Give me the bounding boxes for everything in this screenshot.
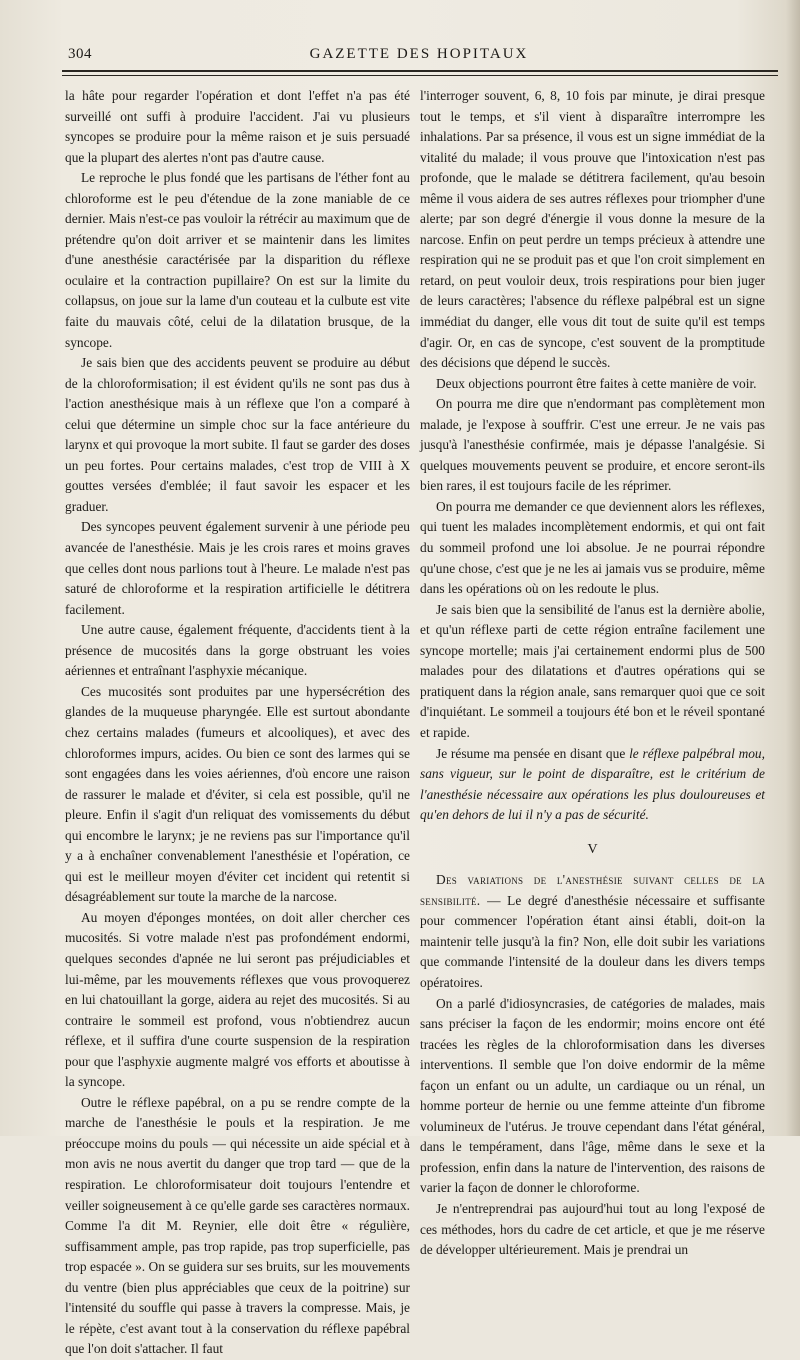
- paragraph: Je sais bien que des accidents peuvent se produire au début de la chloroformisation; il est évident qu'ils ne sont pas dus à l'action anesthésique mais à un réflexe que l'on a comparé à celui que détermine un simple choc sur la face antérieure du larynx et qui provoque la mort subite. Il faut se garder des doses un peu fortes. Pour certains malades, c'est trop de VIII à X gouttes versées d'emblée; il faut savoir les espacer et les graduer.: [65, 355, 410, 514]
- paragraph: la hâte pour regarder l'opération et dont l'effet n'a pas été surveillé ont suffi à produire l'accident. J'ai vu plusieurs syncopes se produire pour la même raison et je suis persuadé que la plupart des alertes n'ont pas d'autre cause.: [65, 88, 410, 165]
- running-header: [60, 44, 778, 64]
- summary-italic: le réflexe palpébral mou, sans vigueur, sur le point de disparaître, est le critérium de l'anesthésie nécessaire aux opérations les plus douloureuses et qu'en dehors de lui il n'y a pas de sécurité.: [420, 745, 765, 823]
- left-column: [65, 86, 410, 1360]
- paragraph: Outre le réflexe papébral, on a pu se rendre compte de la marche de l'anesthésie le pouls et la respiration. Je me préoccupe moins du pouls — qui nécessite un aide spécial et à mon avis ne nous avertit du danger que trop tard — que de la respiration. Le chloroformisateur doit toujours l'entendre et veiller soigneusement à ce qu'elle garde ses caractères normaux. Comme l'a dit M. Reynier, elle doit être « régulière, suffisamment ample, pas trop rapide, pas trop superficielle, pas trop espacée ». On se guidera sur ses bruits, sur les mouvements du ventre (bien plus appréciables que ceux de la poitrine) sur l'intensité du souffle qui passe à travers la compresse. Mais, je le répète, c'est avant tout à la conservation du réflexe papébral que l'on doit s'attacher. Il faut: [65, 1094, 410, 1357]
- paragraph: On a parlé d'idiosyncrasies, de catégories de malades, mais sans préciser la façon de les endormir; moins encore ont été tracées les règles de la chloroformisation dans les diverses interventions. Il semble que l'on doive endormir de la même façon un enfant ou un adulte, un cardiaque ou un rénal, un homme porteur de hernie ou une femme atteinte d'un fibrome volumineux de l'utérus. Je trouve cependant dans l'état général, dans le tempérament, dans l'âge, même dans le sexe et la profession, enfin dans la nature de l'intervention, des raisons de varier la façon de donner le chloroforme.: [420, 995, 765, 1196]
- paragraph: Je sais bien que la sensibilité de l'anus est la dernière abolie, et qu'un réflexe parti de cette région entraîne facilement une syncope mortelle; mais j'ai certainement endormi plus de 500 malades pour des dilatations et d'autres opérations qui se pratiquent dans la région anale, sans remarquer quoi que ce soit d'inquiétant. Le sommeil a toujours été bon et le réveil spontané et rapide.: [420, 601, 765, 740]
- header-rule-thin: [62, 75, 778, 76]
- paragraph: l'interroger souvent, 6, 8, 10 fois par minute, je dirai presque tout le temps, et s'il vient à disparaître interrompre les inhalations. Par sa présence, il vous est un signe immédiat de la vitalité du malade; il vous prouve que l'intoxication n'est pas profonde, que le malade se détitrera facilement, qu'au besoin même il vous aidera de ses autres réflexes pour triompher d'une alerte; par son degré d'énergie il vous donne la mesure de la narcose. Enfin on peut perdre un temps précieux à attendre une respiration qui ne se produit pas et que l'on croit simplement en retard, on peut vouloir deux, trois respirations pour bien juger de leurs caractères; l'absence du réflexe palpébral est un signe immédiat du danger, elle vous dit tout de suite qu'il est temps d'agir. Or, en cas de syncope, c'est souvent de la promptitude des décisions que dépend le succès.: [420, 88, 765, 371]
- paragraph: Au moyen d'éponges montées, on doit aller chercher ces mucosités. Si votre malade n'est pas profondément endormi, quelques secondes d'apnée ne lui seront pas préjudiciables et lui-même, par les mouvements réflexes que vous provoquerez en lui chatouillant la gorge, aidera au rejet des mucosités. Si au contraire le sommeil est profond, vous n'obtiendrez aucun réflexe, et il suffira d'une courte suspension de la respiration pour que l'asphyxie augmente malgré vos efforts et aboutisse à la syncope.: [65, 909, 410, 1090]
- paragraph: Le reproche le plus fondé que les partisans de l'éther font au chloroforme est le peu d'étendue de la zone maniable de ce dernier. Mais n'est-ce pas vouloir la rétrécir au maximum que de prétendre qu'on doit arriver et se maintenir dans les limites d'une anesthésie caractérisée par la disparition du réflexe oculaire et la contraction pupillaire? On est sur la limite du collapsus, on joue sur la lame d'un couteau et la culbute est vite faite du mauvais côté, celui de la dilatation brusque, de la syncope.: [65, 170, 410, 350]
- page-number: 304: [68, 46, 92, 62]
- paragraph: Ces mucosités sont produites par une hypersécrétion des glandes de la muqueuse pharyngée. Elle est surtout abondante chez certains malades (fumeurs et alcooliques), et avec des chloroformes impurs, acides. Ou bien ce sont des larmes qui se sont engagées dans les voies aériennes, d'où encore une raison de rassurer le malade et d'éviter, si cela est possible, qu'il ne pleure. Enfin il s'agit d'un reliquat des vomissements du début qui encombre le larynx; je ne reviens pas sur l'importance qu'il y a à enchaîner convenablement l'anesthésie et l'opération, ce qui est le meilleur moyen d'éviter cet incident qui retentit si désagréablement sur toute la marche de la narcose.: [65, 683, 410, 905]
- summary-paragraph: [420, 744, 765, 826]
- section-first-text: — Le degré d'anesthésie nécessaire et suffisante pour commencer l'opération étant ainsi établi, doit-on la maintenir telle jusqu'à la fin? Non, elle doit subir les variations que commande l'intensité de la douleur dans les divers temps opératoires.: [420, 892, 765, 990]
- header-rule-thick: [62, 70, 778, 72]
- paragraph: Une autre cause, également fréquente, d'accidents tient à la présence de mucosités dans la gorge obstruant les voies aériennes et entraînant l'asphyxie mécanique.: [65, 622, 410, 679]
- summary-lead: Je résume ma pensée en disant que: [436, 745, 626, 761]
- section-paragraph: [420, 870, 765, 993]
- paragraph: On pourra me demander ce que deviennent alors les réflexes, qui tuent les malades incomplètement endormis, et qui ont fait du sommeil profond une loi absolue. Je ne pourrai répondre qu'une chose, c'est que je ne les ai jamais vus se produire, même dans les opérations où on les redoute le plus.: [420, 498, 765, 597]
- paragraph: On pourra me dire que n'endormant pas complètement mon malade, je l'expose à souffrir. C'est une erreur. Je ne vais pas jusqu'à l'anesthésie confirmée, mais je dépasse l'analgésie. Si quelques mouvements peuvent se produire, et encore seront-ils bien rares, il est toujours facile de les réprimer.: [420, 396, 765, 494]
- right-column: [420, 86, 765, 1261]
- paragraph: Des syncopes peuvent également survenir à une période peu avancée de l'anesthésie. Mais je les crois rares et moins graves que celles dont nous parlions tout à l'heure. Le malade n'est pas saturé de chloroforme et la respiration artificielle le détitrera facilement.: [65, 519, 410, 617]
- running-title: GAZETTE DES HOPITAUX: [309, 46, 529, 62]
- paragraph: Je n'entreprendrai pas aujourd'hui tout au long l'exposé de ces méthodes, hors du cadre de cet article, et que je me réserve de développer ultérieurement. Mais je prendrai un: [420, 1200, 765, 1258]
- section-number: V: [587, 841, 598, 857]
- section-heading: Des variations de l'anesthésie suivant celles de la sensibilité.: [420, 872, 765, 908]
- paragraph: Deux objections pourront être faites à cette manière de voir.: [436, 375, 757, 391]
- page-edge-shadow: [786, 0, 800, 1136]
